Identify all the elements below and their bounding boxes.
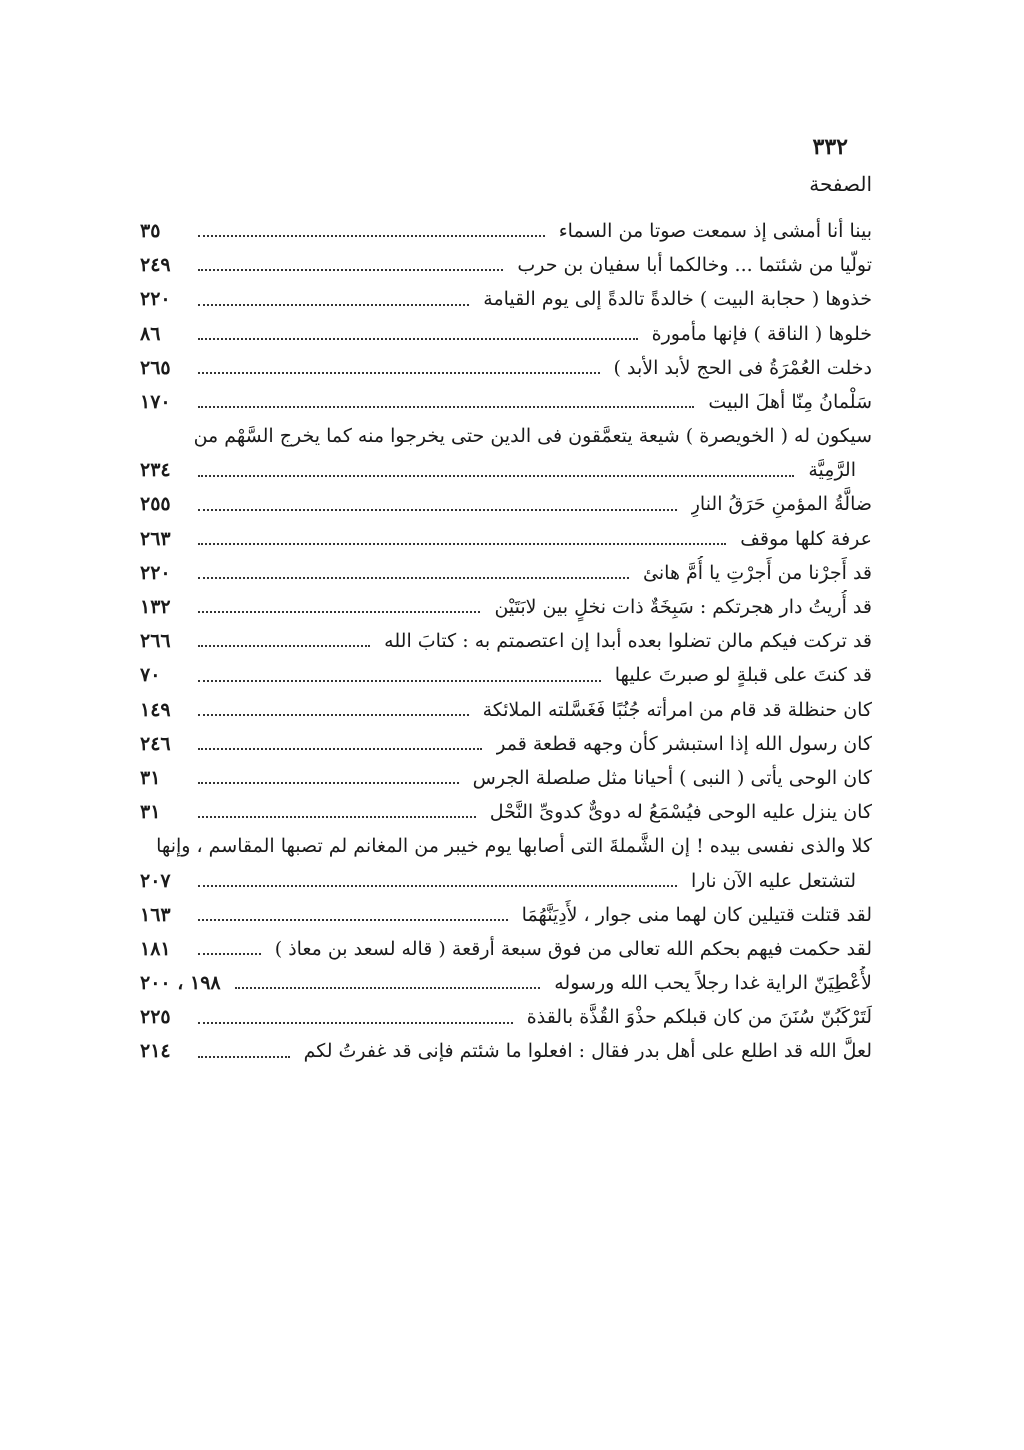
entry-text: ضالَّةُ المؤمنِ حَرَقُ النارِ (690, 493, 872, 516)
entry-text: لقد قتلت قتيلين كان لهما منى جوار ، لأَدِيَنَّهُمَا (521, 903, 872, 926)
dot-leader (235, 987, 541, 989)
index-entry-continuation (140, 864, 872, 898)
dot-leader (198, 714, 469, 716)
entry-page-ref: ٧٠ (140, 664, 161, 687)
entry-text: عرفة كلها موقف (740, 527, 872, 550)
entry-page-ref: ١٣٢ (140, 596, 171, 619)
entry-page-ref: ٨٦ (140, 322, 161, 345)
entry-text: سيكون له ( الخويصرة ) شيعة يتعمَّقون فى الدين حتى يخرجوا منه كما يخرج السَّهْم من (193, 425, 872, 448)
index-entry (140, 658, 872, 692)
entry-page-ref: ٢٦٣ (140, 527, 171, 550)
entry-text: لتشتعل عليه الآن نارا (690, 869, 856, 892)
entry-page-ref: ٢٠٧ (140, 869, 171, 892)
entry-text: لقد حكمت فيهم بحكم الله تعالى من فوق سبعة أرقعة ( قاله لسعد بن معاذ ) (274, 937, 872, 960)
page-column-header: الصفحة (809, 172, 872, 196)
index-entry (140, 556, 872, 590)
index-entry (140, 932, 872, 966)
entry-page-ref: ٢٢٥ (140, 1006, 171, 1029)
entry-text: كان حنظلة قد قام من امرأته جُنُبًا فَغَسَّلته الملائكة (482, 698, 872, 721)
hadith-index-list (140, 214, 872, 1069)
dot-leader (198, 475, 794, 477)
entry-page-ref: ٢٤٦ (140, 732, 171, 755)
index-entry (140, 282, 872, 316)
index-entry (140, 761, 872, 795)
index-entry (140, 590, 872, 624)
entry-text: دخلت العُمْرَةُ فى الحج لأبد الأبد ) (613, 356, 872, 379)
index-entry (140, 522, 872, 556)
entry-text: خلوها ( الناقة ) فإنها مأمورة (651, 322, 872, 345)
index-entry-continuation (140, 453, 872, 487)
dot-leader (198, 953, 261, 955)
entry-page-ref: ١٦٣ (140, 903, 171, 926)
index-entry (140, 1000, 872, 1034)
dot-leader (198, 304, 469, 306)
dot-leader (198, 748, 482, 750)
page-number: ٣٣٢ (812, 134, 848, 160)
entry-text: تولّيا من شئتما ... وخالكما أبا سفيان بن حرب (517, 254, 872, 277)
entry-text: لَتَرْكَبُنّ سُنَنَ من كان قبلكم حذْوَ القُذَّة بالقذة (526, 1006, 872, 1029)
dot-leader (198, 611, 480, 613)
dot-leader (198, 919, 508, 921)
index-entry (140, 966, 872, 1000)
index-entry (140, 624, 872, 658)
dot-leader (198, 372, 600, 374)
entry-text: بينا أنا أمشى إذ سمعت صوتا من السماء (558, 219, 872, 242)
entry-text: خذوها ( حجابة البيت ) خالدةً تالدةً إلى يوم القيامة (483, 288, 872, 311)
dot-leader (198, 645, 370, 647)
index-entry (140, 351, 872, 385)
index-entry-wrapped-line (140, 829, 872, 863)
dot-leader (198, 235, 545, 237)
entry-page-ref: ١٩٨ ، ٢٠٠ (140, 972, 221, 995)
entry-text: قد كنتَ على قبلةٍ لو صبرتَ عليها (614, 664, 872, 687)
entry-page-ref: ٢٦٥ (140, 356, 171, 379)
entry-page-ref: ١٨١ (140, 937, 171, 960)
entry-page-ref: ٣١ (140, 801, 161, 824)
index-entry (140, 385, 872, 419)
entry-text: كان رسول الله إذا استبشر كأن وجهه قطعة قمر (496, 732, 872, 755)
entry-text: قد أُريتُ دار هجرتكم : سَبِخَةٌ ذات نخلٍ بين لابَتَيْن (494, 596, 872, 619)
dot-leader (198, 577, 629, 579)
entry-page-ref: ٢٣٤ (140, 459, 171, 482)
dot-leader (198, 1056, 290, 1058)
dot-leader (198, 543, 726, 545)
index-entry (140, 898, 872, 932)
entry-page-ref: ٣١ (140, 766, 161, 789)
dot-leader (198, 1022, 513, 1024)
entry-text: كان ينزل عليه الوحى فيُسْمَعُ له دوىٌّ كدوىِّ النَّحْل (489, 801, 872, 824)
dot-leader (198, 885, 677, 887)
entry-text: لعلَّ الله قد اطلع على أهل بدر فقال : افعلوا ما شئتم فإنى قد غفرتُ لكم (303, 1040, 872, 1063)
entry-text: قد أَجرْنا من أَجرْتِ يا أُمَّ هانئ (643, 561, 872, 584)
entry-text: سَلْمانُ مِنّا أهلَ البيت (708, 390, 872, 413)
entry-page-ref: ٢١٤ (140, 1040, 171, 1063)
entry-page-ref: ١٤٩ (140, 698, 171, 721)
index-entry (140, 488, 872, 522)
dot-leader (198, 338, 638, 340)
dot-leader (198, 782, 459, 784)
dot-leader (198, 509, 677, 511)
dot-leader (198, 816, 476, 818)
entry-page-ref: ٢٤٩ (140, 254, 171, 277)
entry-page-ref: ٣٥ (140, 219, 161, 242)
entry-page-ref: ٢٢٠ (140, 561, 171, 584)
entry-page-ref: ٢٥٥ (140, 493, 171, 516)
entry-text: كان الوحى يأتى ( النبى ) أحيانا مثل صلصلة الجرس (472, 766, 872, 789)
entry-text: قد تركت فيكم مالن تضلوا بعده أبدا إن اعتصمتم به : كتابَ الله (384, 630, 872, 653)
index-entry-wrapped-line (140, 419, 872, 453)
index-entry (140, 317, 872, 351)
entry-page-ref: ١٧٠ (140, 390, 171, 413)
entry-page-ref: ٢٢٠ (140, 288, 171, 311)
index-entry (140, 214, 872, 248)
index-entry (140, 727, 872, 761)
dot-leader (198, 269, 503, 271)
entry-text: لأُعْطِيَنّ الراية غدا رجلاً يحب الله ورسوله (554, 972, 872, 995)
dot-leader (198, 680, 601, 682)
entry-page-ref: ٢٦٦ (140, 630, 171, 653)
index-entry (140, 1035, 872, 1069)
dot-leader (198, 406, 694, 408)
index-entry (140, 795, 872, 829)
entry-text: كلا والذى نفسى بيده ! إن الشَّملةَ التى أصابها يوم خيبر من المغانم لم تصبها المقاسم ، وإنها (156, 835, 872, 858)
entry-text: الرَّمِيَّة (808, 459, 856, 482)
index-entry (140, 693, 872, 727)
index-entry (140, 248, 872, 282)
